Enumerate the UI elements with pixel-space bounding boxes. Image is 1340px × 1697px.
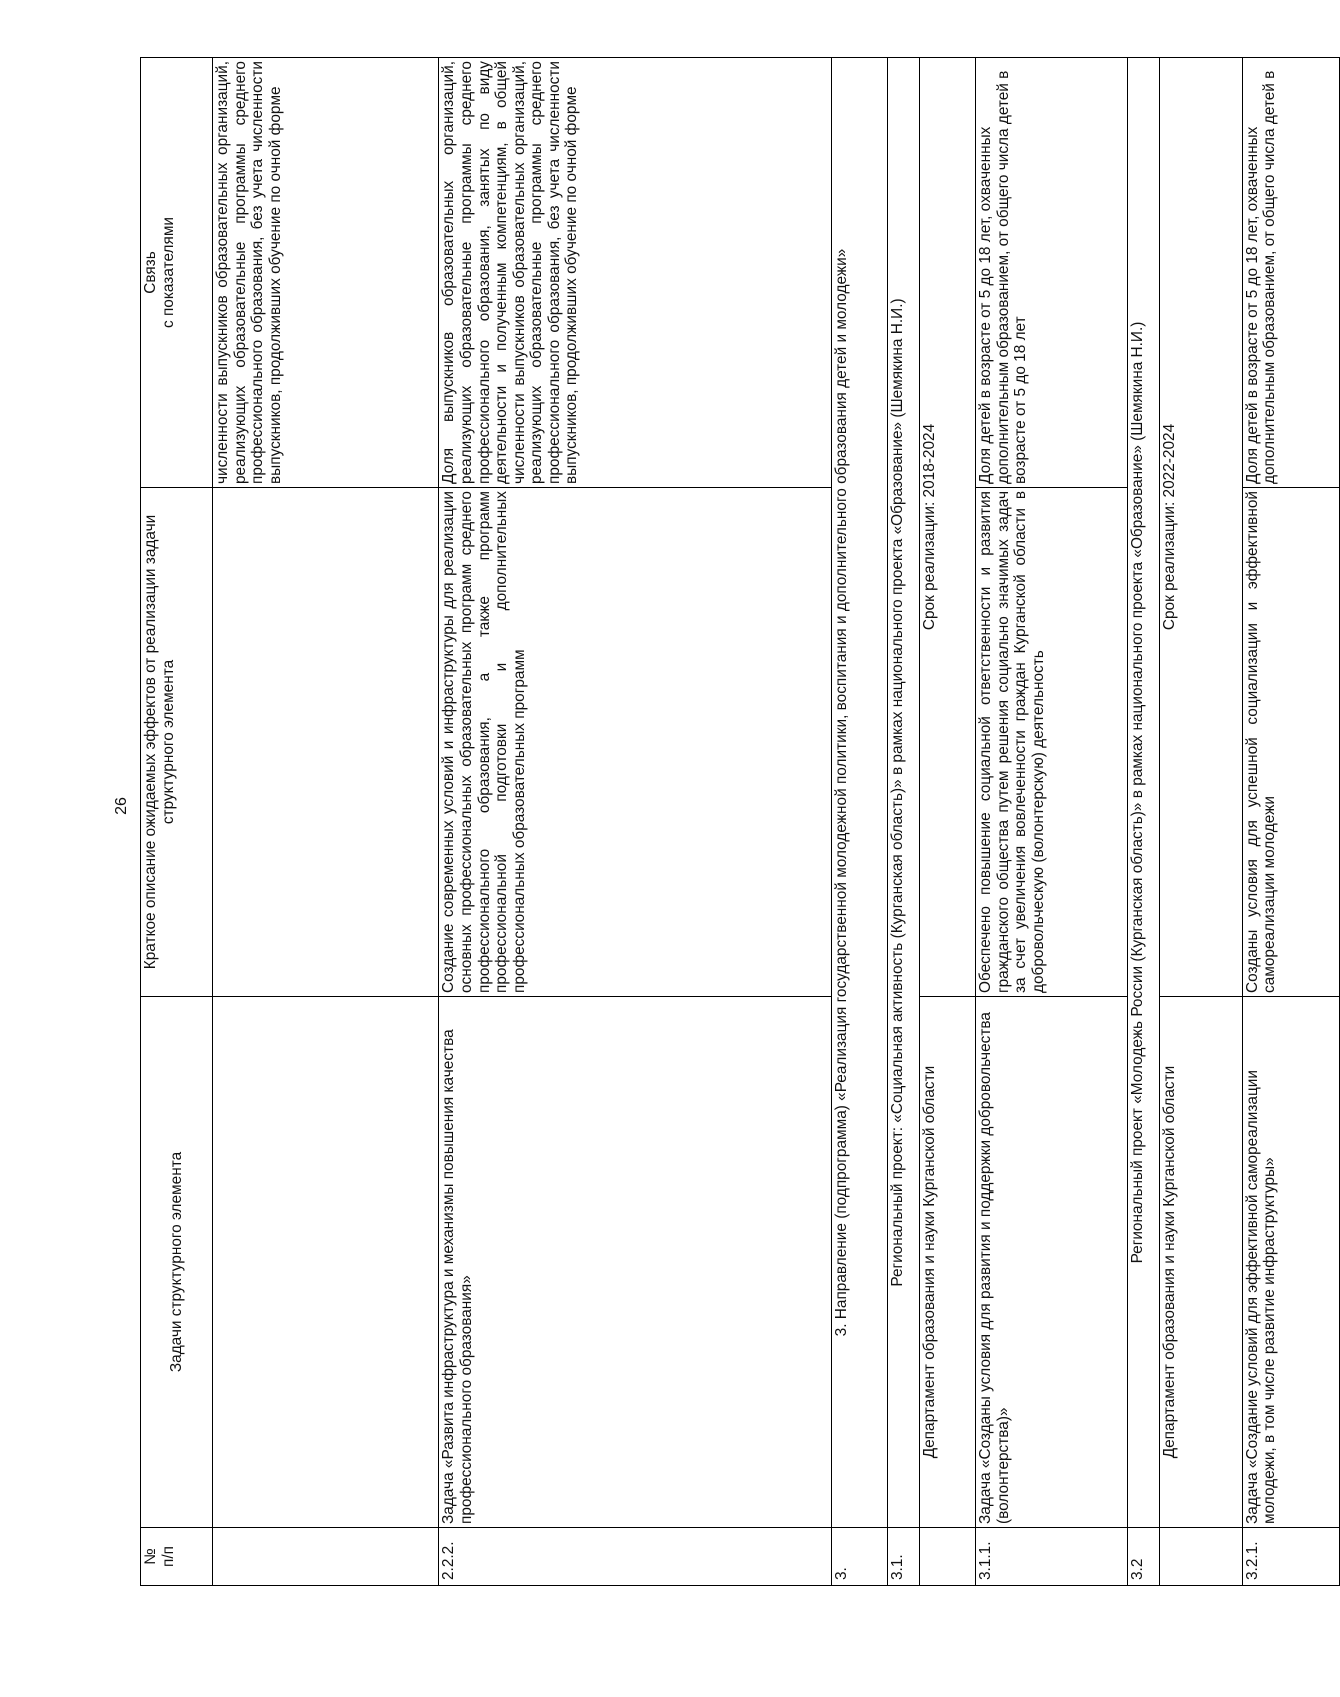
header-num: № п/п (141, 1528, 213, 1586)
table-header-row (141, 58, 213, 1586)
program-table (140, 57, 1340, 1586)
implementation-term: Срок реализации: 2018-2024 (920, 58, 976, 997)
cell-num (920, 1528, 976, 1586)
effect-description: Созданы условия для успешной социализации и эффективной самореализации молодежи (1242, 488, 1339, 997)
cell-task (212, 997, 438, 1528)
effect-description: Обеспечено повышение социальной ответственности и развития гражданского общества путем решения социально значимых задач за счет увеличения вовлеченности граждан Курганской области в добровольческую (волонтерскую) деятельность (976, 488, 1128, 997)
task-text: Задача «Созданы условия для развития и поддержки добровольчества (волонтерства)» (976, 997, 1128, 1528)
header-task: Задачи структурного элемента (141, 997, 213, 1528)
rotated-table-container (140, 58, 1340, 1586)
indicator-link: Доля выпускников образовательных организаций, реализующих образовательные программы среднего профессионального образования, занятых по виду деятельности и полученным компетенциям, в общей численности выпускников образовательных организаций, реализующих образовательные программы среднего профессионального образования, без учета численности выпускников, продолживших обучение по очной форме (439, 58, 832, 488)
row-number: 3.2 (1128, 1528, 1160, 1586)
row-number: 3.1. (888, 1528, 920, 1586)
project-title: Региональный проект «Молодежь России (Курганская область)» в рамках национального проекта «Образование» (Шемякина Н.И.) (1128, 58, 1160, 1528)
row-number: 3.1.1. (976, 1528, 1128, 1586)
section-row-3-2 (1128, 58, 1160, 1586)
row-number: 3. (832, 1528, 888, 1586)
indicator-link: Доля детей в возрасте от 5 до 18 лет, охваченных дополнительным образованием, от общего числа детей в возрасте от 5 до 18 лет (976, 58, 1128, 488)
table-row-continuation (212, 58, 438, 1586)
implementation-term: Срок реализации: 2022-2024 (1160, 58, 1243, 997)
header-desc: Краткое описание ожидаемых эффектов от реализации задачи структурного элемента (141, 488, 213, 997)
cell-desc (212, 488, 438, 997)
effect-description: Создание современных условий и инфраструктуры для реализации основных профессиональных образовательных программ среднего профессионального образования, а также программ профессиональной подготовки и дополнительных профессиональных образовательных программ (439, 488, 832, 997)
task-text: Задача «Создание условий для эффективной самореализации молодежи, в том числе развитие инфраструктуры» (1242, 997, 1339, 1528)
indicator-link: Доля детей в возрасте от 5 до 18 лет, охваченных дополнительным образованием, от общего числа детей в (1242, 58, 1339, 488)
cell-num (1160, 1528, 1243, 1586)
row-number: 2.2.2. (439, 1528, 832, 1586)
task-text: Задача «Развита инфраструктура и механизмы повышения качества профессионального образования» (439, 997, 832, 1528)
table-row-2-2-2 (439, 58, 832, 1586)
section-row-3-1 (888, 58, 920, 1586)
cell-link: численности выпускников образовательных организаций, реализующих образовательные программы среднего профессионального образования, без учета численности выпускников, продолживших обучение по очной форме (212, 58, 438, 488)
table-row-3-1-1 (976, 58, 1128, 1586)
row-number: 3.2.1. (1242, 1528, 1339, 1586)
project-title: Региональный проект: «Социальная активность (Курганская область)» в рамках национального проекта «Образование» (Шемякина Н.И.) (888, 58, 920, 1528)
section-row-3 (832, 58, 888, 1586)
department-name: Департамент образования и науки Курганской области (1160, 997, 1243, 1528)
header-link: Связь с показателями (141, 58, 213, 488)
dept-row-3-2 (1160, 58, 1243, 1586)
table-row-3-2-1 (1242, 58, 1339, 1586)
cell-num (212, 1528, 438, 1586)
dept-row-3-1 (920, 58, 976, 1586)
department-name: Департамент образования и науки Курганской области (920, 997, 976, 1528)
page-number: 26 (113, 797, 130, 815)
section-title: 3. Направление (подпрограмма) «Реализация государственной молодежной политики, воспитания и дополнительного образования детей и молодежи» (832, 58, 888, 1528)
